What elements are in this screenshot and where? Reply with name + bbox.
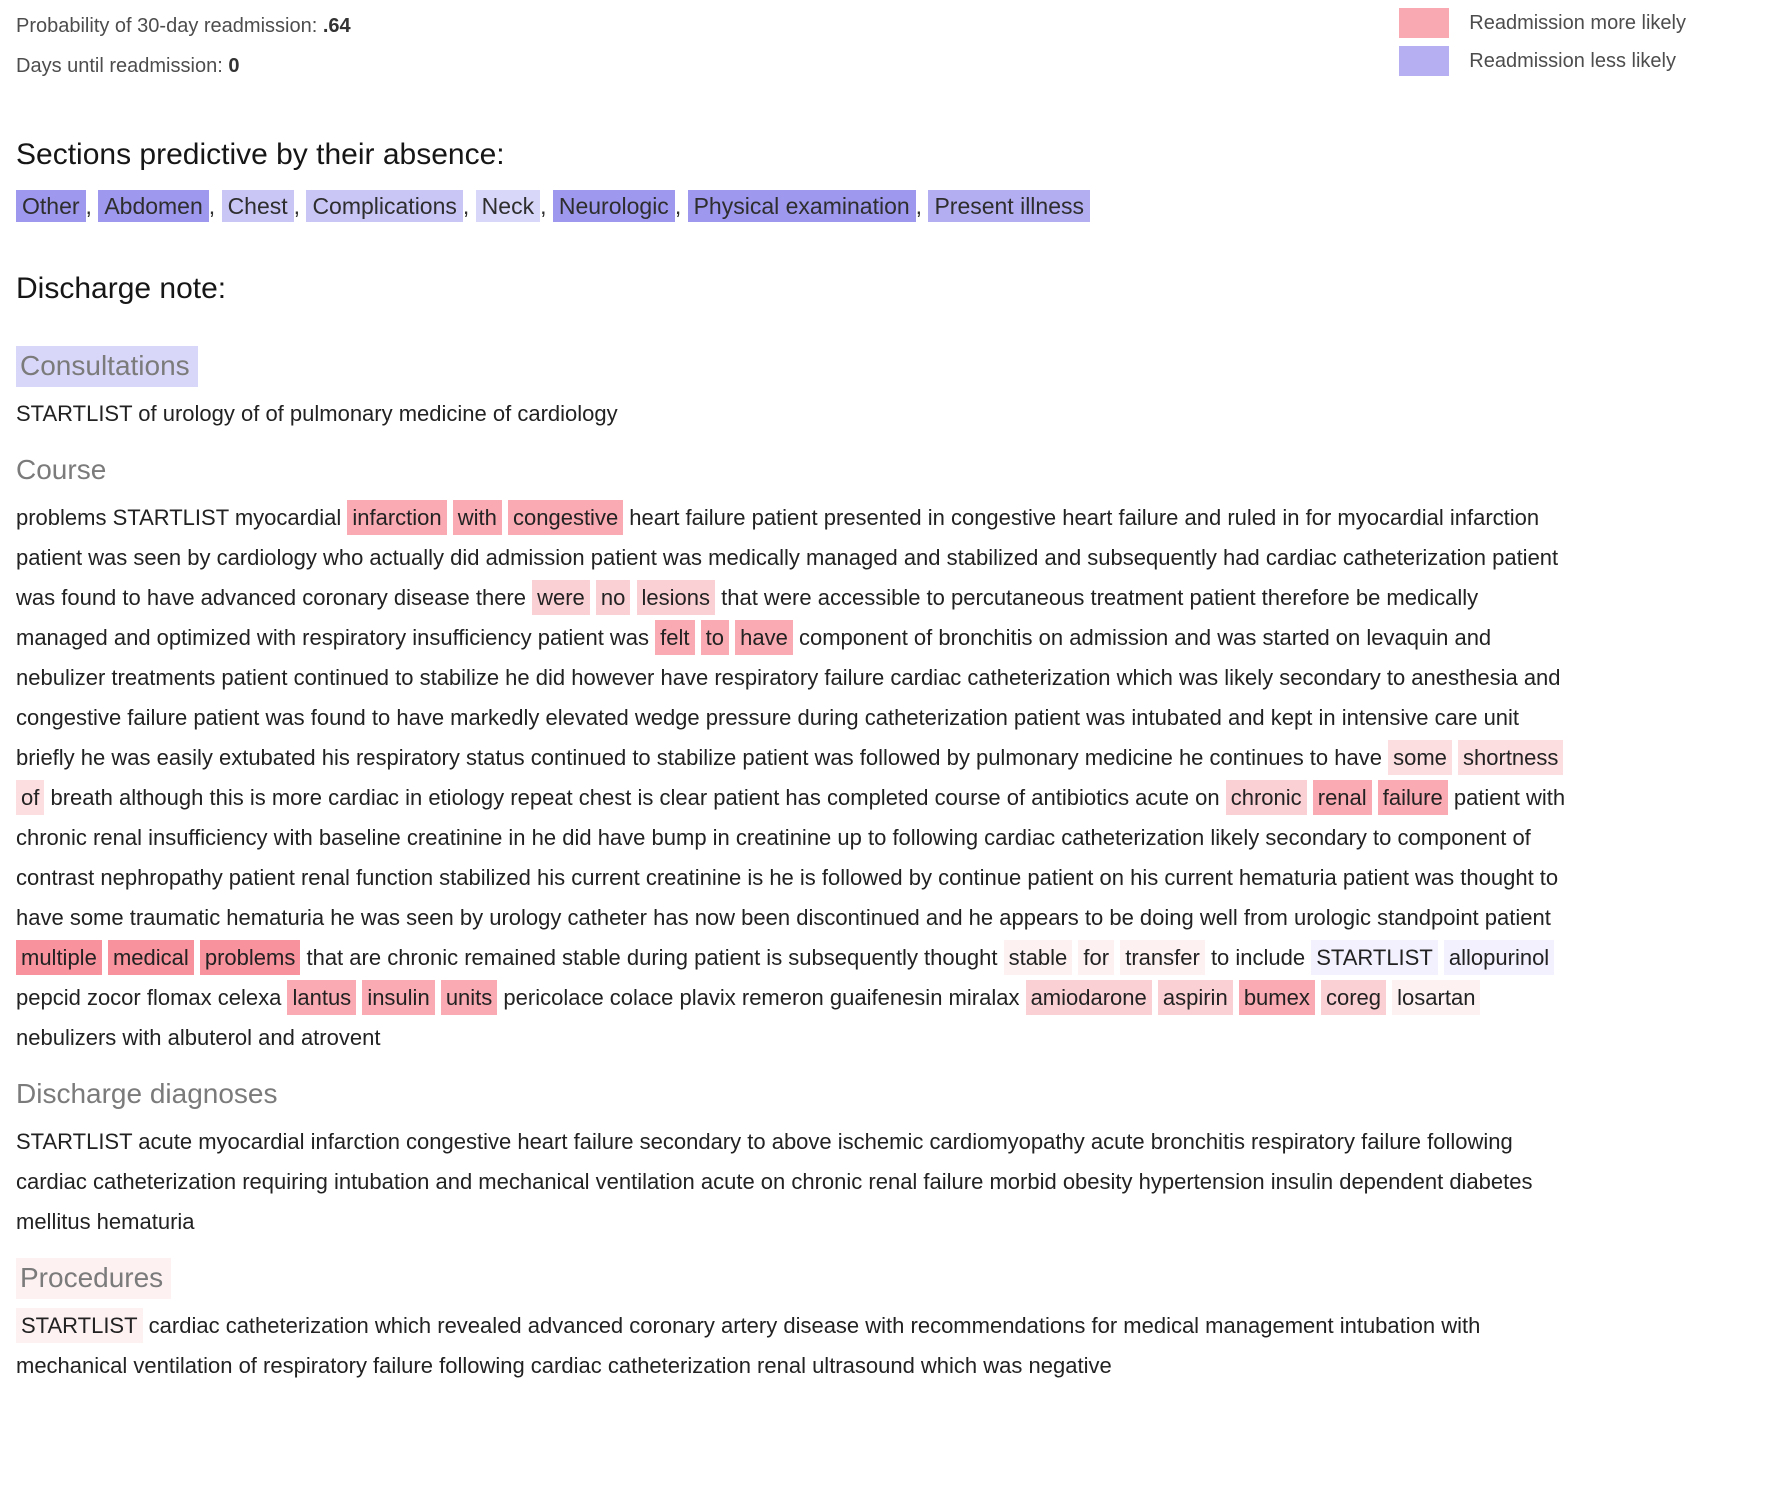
highlighted-token: Other [16,190,86,222]
highlighted-token: were [532,580,590,615]
less-likely-label: Readmission less likely [1469,49,1676,72]
top-row [16,6,1752,86]
highlighted-token: renal [1313,780,1372,815]
legend [1399,6,1686,76]
highlighted-token: no [596,580,630,615]
highlighted-token: Physical examination [688,190,916,222]
more-likely-swatch [1399,8,1449,38]
highlighted-token: amiodarone [1026,980,1152,1015]
section-body-consultations: STARTLIST of urology of of pulmonary medicine of cardiology [16,401,618,426]
highlighted-token: chronic [1226,780,1307,815]
highlighted-token: have [735,620,793,655]
highlighted-token: units [441,980,497,1015]
highlighted-token: Abdomen [98,190,208,222]
highlighted-token: infarction [347,500,446,535]
highlighted-token: transfer [1120,940,1205,975]
highlighted-token: to [701,620,729,655]
highlighted-token: Present illness [928,190,1090,222]
highlighted-token: shortness [1458,740,1563,775]
legend-more-likely [1399,8,1686,38]
highlighted-token: STARTLIST [1311,940,1438,975]
sections-absent-token-row: Other , Abdomen , Chest , Complications , Neck , Neurologic , Physical examination , Present illness [16,188,1752,224]
highlighted-token: insulin [362,980,434,1015]
more-likely-label: Readmission more likely [1469,11,1686,34]
section-body-course: problems STARTLIST myocardial infarction with congestive heart failure patient presented in congestive heart failure and ruled in for myocardial infarction patient was seen by cardiology who actually did admission patient was medically managed and stabilized and subsequently had cardiac catheterization patient was found to have advanced coronary disease there were no lesions that were accessible to percutaneous treatment patient therefore be medically managed and optimized with respiratory insufficiency patient was felt to have component of bronchitis on admission and was started on levaquin and nebulizer treatments patient continued to stabilize he did however have respiratory failure cardiac catheterization which was likely secondary to anesthesia and congestive failure patient was found to have markedly elevated wedge pressure during catheterization patient was intubated and kept in intensive care unit briefly he was easily extubated his respiratory status continued to stabilize patient was followed by pulmonary medicine he continues to have some shortness of breath although this is more cardiac in etiology repeat chest is clear patient has completed course of antibiotics acute on chronic renal failure patient with chronic renal insufficiency with baseline creatinine in he did have bump in creatinine up to following cardiac catheterization likely secondary to component of contrast nephropathy patient renal function stabilized his current creatinine is he is followed by continue patient on his current hematuria patient was thought to have some traumatic hematuria he was seen by urology catheter has now been discontinued and he appears to be doing well from urologic standpoint patient multiple medical problems that are chronic remained stable during patient is subsequently thought stable for transfer to include STARTLIST allopurinol pepcid zocor flomax celexa lantus insulin units pericolace colace plavix remeron guaifenesin miralax amiodarone aspirin bumex coreg losartan nebulizers with albuterol and atrovent [16,498,1572,1058]
highlighted-token: congestive [508,500,623,535]
days-label: Days until readmission: [16,55,229,77]
highlighted-token: multiple [16,940,102,975]
days-until-readmission-line [16,46,351,86]
probability-line [16,6,351,46]
highlighted-token: medical [108,940,194,975]
highlighted-token: bumex [1239,980,1315,1015]
highlighted-token: problems [200,940,300,975]
legend-less-likely [1399,46,1686,76]
highlighted-token: stable [1004,940,1073,975]
highlighted-token: losartan [1392,980,1480,1015]
highlighted-token: Chest [222,190,294,222]
highlighted-token: coreg [1321,980,1386,1015]
highlighted-token: lesions [637,580,715,615]
highlighted-token: some [1388,740,1452,775]
highlighted-token: aspirin [1158,980,1233,1015]
highlighted-token: Neurologic [553,190,675,222]
highlighted-token: Complications [306,190,462,222]
highlighted-token: allopurinol [1444,940,1554,975]
probability-label: Probability of 30-day readmission: [16,15,323,37]
section-heading-course: Course [16,454,107,485]
highlighted-token: of [16,780,44,815]
highlighted-token: failure [1378,780,1448,815]
section-heading-discharge-diagnoses: Discharge diagnoses [16,1078,278,1109]
sections-absent-title: Sections predictive by their absence: [16,138,505,171]
section-body-discharge-diagnoses: STARTLIST acute myocardial infarction congestive heart failure secondary to above ischemic cardiomyopathy acute bronchitis respiratory failure following cardiac catheterization requiring intubation and mechanical ventilation acute on chronic renal failure morbid obesity hypertension insulin dependent diabetes mellitus hematuria [16,1129,1533,1234]
highlighted-token: for [1078,940,1114,975]
highlighted-token: STARTLIST [16,1308,143,1343]
section-heading-consultations [16,346,1752,386]
highlighted-token: lantus [287,980,356,1015]
highlighted-token: felt [655,620,694,655]
highlighted-token: Procedures [16,1258,171,1299]
section-heading-procedures [16,1258,1752,1298]
less-likely-swatch [1399,46,1449,76]
highlighted-token: with [453,500,502,535]
probability-value: .64 [322,15,351,37]
readmission-stats [16,6,351,86]
highlighted-token: Consultations [16,346,198,387]
days-value: 0 [228,55,240,77]
discharge-note-title: Discharge note: [16,272,227,305]
highlighted-token: Neck [476,190,540,222]
section-body-procedures: STARTLIST cardiac catheterization which revealed advanced coronary artery disease with recommendations for medical management intubation with mechanical ventilation of respiratory failure following cardiac catheterization renal ultrasound which was negative [16,1306,1572,1386]
note-sections [16,346,1752,1386]
